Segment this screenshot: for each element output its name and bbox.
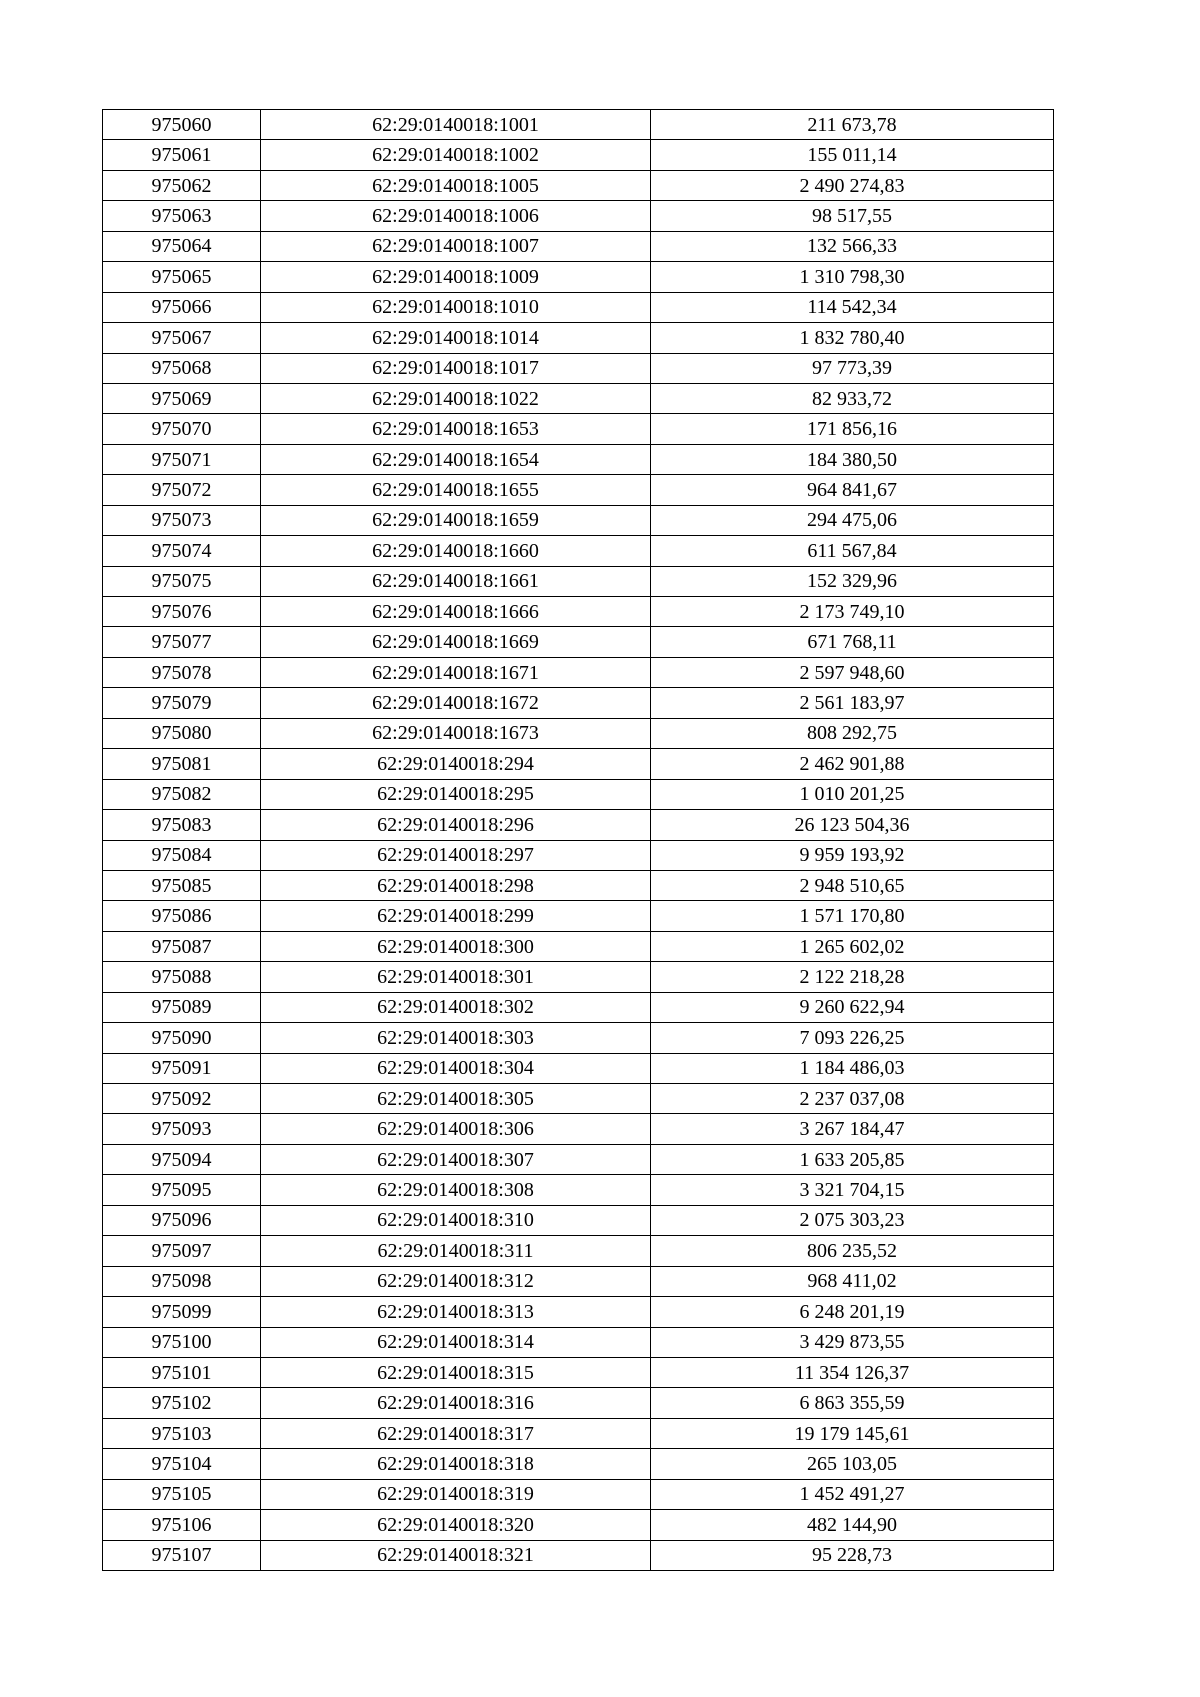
cadastral-value-cell: 3 429 873,55 [651, 1327, 1054, 1357]
row-number-cell: 975092 [103, 1084, 261, 1114]
cadastral-number-cell: 62:29:0140018:1017 [261, 353, 651, 383]
row-number-cell: 975085 [103, 870, 261, 900]
table-row [103, 1418, 1054, 1448]
cadastral-value-cell: 9 260 622,94 [651, 992, 1054, 1022]
cadastral-number-cell: 62:29:0140018:1014 [261, 323, 651, 353]
table-row [103, 779, 1054, 809]
cadastral-number-cell: 62:29:0140018:1009 [261, 262, 651, 292]
cadastral-value-cell: 19 179 145,61 [651, 1418, 1054, 1448]
row-number-cell: 975076 [103, 597, 261, 627]
cadastral-value-cell: 155 011,14 [651, 140, 1054, 170]
cadastral-number-cell: 62:29:0140018:321 [261, 1540, 651, 1570]
cadastral-value-cell: 132 566,33 [651, 231, 1054, 261]
cadastral-number-cell: 62:29:0140018:298 [261, 870, 651, 900]
table-row [103, 1236, 1054, 1266]
row-number-cell: 975081 [103, 749, 261, 779]
table-row [103, 1388, 1054, 1418]
cadastral-number-cell: 62:29:0140018:317 [261, 1418, 651, 1448]
cadastral-value-cell: 171 856,16 [651, 414, 1054, 444]
table-row [103, 810, 1054, 840]
cadastral-value-cell: 6 863 355,59 [651, 1388, 1054, 1418]
table-row [103, 323, 1054, 353]
row-number-cell: 975094 [103, 1144, 261, 1174]
cadastral-number-cell: 62:29:0140018:312 [261, 1266, 651, 1296]
cadastral-value-cell: 3 321 704,15 [651, 1175, 1054, 1205]
cadastral-value-cell: 2 462 901,88 [651, 749, 1054, 779]
table-row [103, 505, 1054, 535]
table-body [103, 110, 1054, 1571]
cadastral-number-cell: 62:29:0140018:306 [261, 1114, 651, 1144]
row-number-cell: 975067 [103, 323, 261, 353]
row-number-cell: 975107 [103, 1540, 261, 1570]
row-number-cell: 975100 [103, 1327, 261, 1357]
cadastral-number-cell: 62:29:0140018:305 [261, 1084, 651, 1114]
table-row [103, 1479, 1054, 1509]
cadastral-number-cell: 62:29:0140018:1001 [261, 110, 651, 140]
cadastral-number-cell: 62:29:0140018:315 [261, 1357, 651, 1387]
cadastral-value-cell: 3 267 184,47 [651, 1114, 1054, 1144]
table-row [103, 1205, 1054, 1235]
cadastral-value-cell: 95 228,73 [651, 1540, 1054, 1570]
table-row [103, 444, 1054, 474]
table-row [103, 627, 1054, 657]
cadastral-value-cell: 2 561 183,97 [651, 688, 1054, 718]
row-number-cell: 975078 [103, 657, 261, 687]
cadastral-number-cell: 62:29:0140018:319 [261, 1479, 651, 1509]
cadastral-number-cell: 62:29:0140018:294 [261, 749, 651, 779]
cadastral-number-cell: 62:29:0140018:1653 [261, 414, 651, 444]
table-row [103, 1144, 1054, 1174]
row-number-cell: 975102 [103, 1388, 261, 1418]
cadastral-number-cell: 62:29:0140018:295 [261, 779, 651, 809]
table-row [103, 931, 1054, 961]
table-row [103, 1266, 1054, 1296]
cadastral-value-cell: 1 832 780,40 [651, 323, 1054, 353]
cadastral-value-cell: 97 773,39 [651, 353, 1054, 383]
cadastral-number-cell: 62:29:0140018:314 [261, 1327, 651, 1357]
cadastral-value-cell: 82 933,72 [651, 383, 1054, 413]
table-row [103, 718, 1054, 748]
cadastral-value-cell: 2 948 510,65 [651, 870, 1054, 900]
table-row [103, 566, 1054, 596]
table-row [103, 1510, 1054, 1540]
cadastral-number-cell: 62:29:0140018:1659 [261, 505, 651, 535]
cadastral-number-cell: 62:29:0140018:1666 [261, 597, 651, 627]
row-number-cell: 975068 [103, 353, 261, 383]
row-number-cell: 975091 [103, 1053, 261, 1083]
cadastral-number-cell: 62:29:0140018:1673 [261, 718, 651, 748]
row-number-cell: 975082 [103, 779, 261, 809]
row-number-cell: 975065 [103, 262, 261, 292]
table-row [103, 1297, 1054, 1327]
table-row [103, 1327, 1054, 1357]
cadastral-value-cell: 611 567,84 [651, 536, 1054, 566]
cadastral-value-cell: 1 633 205,85 [651, 1144, 1054, 1174]
row-number-cell: 975071 [103, 444, 261, 474]
cadastral-value-cell: 671 768,11 [651, 627, 1054, 657]
cadastral-value-cell: 2 597 948,60 [651, 657, 1054, 687]
cadastral-number-cell: 62:29:0140018:1671 [261, 657, 651, 687]
cadastral-number-cell: 62:29:0140018:318 [261, 1449, 651, 1479]
row-number-cell: 975090 [103, 1023, 261, 1053]
table-row [103, 962, 1054, 992]
cadastral-number-cell: 62:29:0140018:1007 [261, 231, 651, 261]
table-row [103, 870, 1054, 900]
cadastral-number-cell: 62:29:0140018:302 [261, 992, 651, 1022]
table-row [103, 292, 1054, 322]
row-number-cell: 975077 [103, 627, 261, 657]
cadastral-number-cell: 62:29:0140018:1022 [261, 383, 651, 413]
row-number-cell: 975097 [103, 1236, 261, 1266]
cadastral-number-cell: 62:29:0140018:308 [261, 1175, 651, 1205]
cadastral-value-cell: 482 144,90 [651, 1510, 1054, 1540]
table-row [103, 170, 1054, 200]
table-row [103, 262, 1054, 292]
cadastral-number-cell: 62:29:0140018:301 [261, 962, 651, 992]
table-row [103, 1175, 1054, 1205]
row-number-cell: 975096 [103, 1205, 261, 1235]
row-number-cell: 975104 [103, 1449, 261, 1479]
cadastral-number-cell: 62:29:0140018:313 [261, 1297, 651, 1327]
cadastral-value-cell: 2 122 218,28 [651, 962, 1054, 992]
cadastral-value-cell: 152 329,96 [651, 566, 1054, 596]
table-row [103, 383, 1054, 413]
row-number-cell: 975084 [103, 840, 261, 870]
cadastral-number-cell: 62:29:0140018:311 [261, 1236, 651, 1266]
cadastral-value-cell: 1 184 486,03 [651, 1053, 1054, 1083]
row-number-cell: 975064 [103, 231, 261, 261]
cadastral-number-cell: 62:29:0140018:1661 [261, 566, 651, 596]
cadastral-number-cell: 62:29:0140018:299 [261, 901, 651, 931]
cadastral-number-cell: 62:29:0140018:1655 [261, 475, 651, 505]
cadastral-number-cell: 62:29:0140018:303 [261, 1023, 651, 1053]
row-number-cell: 975069 [103, 383, 261, 413]
cadastral-number-cell: 62:29:0140018:1669 [261, 627, 651, 657]
cadastral-value-cell: 2 237 037,08 [651, 1084, 1054, 1114]
row-number-cell: 975060 [103, 110, 261, 140]
row-number-cell: 975106 [103, 1510, 261, 1540]
table-row [103, 110, 1054, 140]
cadastral-value-cell: 1 310 798,30 [651, 262, 1054, 292]
cadastral-number-cell: 62:29:0140018:1654 [261, 444, 651, 474]
table-row [103, 140, 1054, 170]
cadastral-number-cell: 62:29:0140018:300 [261, 931, 651, 961]
cadastral-number-cell: 62:29:0140018:316 [261, 1388, 651, 1418]
row-number-cell: 975079 [103, 688, 261, 718]
table-row [103, 901, 1054, 931]
cadastral-value-cell: 114 542,34 [651, 292, 1054, 322]
row-number-cell: 975095 [103, 1175, 261, 1205]
row-number-cell: 975088 [103, 962, 261, 992]
cadastral-number-cell: 62:29:0140018:297 [261, 840, 651, 870]
table-row [103, 749, 1054, 779]
table-row [103, 1357, 1054, 1387]
cadastral-number-cell: 62:29:0140018:310 [261, 1205, 651, 1235]
table-row [103, 475, 1054, 505]
table-row [103, 1023, 1054, 1053]
table-row [103, 1449, 1054, 1479]
row-number-cell: 975086 [103, 901, 261, 931]
cadastral-number-cell: 62:29:0140018:1002 [261, 140, 651, 170]
row-number-cell: 975073 [103, 505, 261, 535]
row-number-cell: 975098 [103, 1266, 261, 1296]
cadastral-value-cell: 9 959 193,92 [651, 840, 1054, 870]
cadastral-number-cell: 62:29:0140018:1660 [261, 536, 651, 566]
table-row [103, 201, 1054, 231]
row-number-cell: 975074 [103, 536, 261, 566]
row-number-cell: 975075 [103, 566, 261, 596]
row-number-cell: 975080 [103, 718, 261, 748]
cadastral-value-cell: 964 841,67 [651, 475, 1054, 505]
cadastral-value-cell: 808 292,75 [651, 718, 1054, 748]
cadastral-number-cell: 62:29:0140018:296 [261, 810, 651, 840]
cadastral-value-cell: 26 123 504,36 [651, 810, 1054, 840]
cadastral-value-cell: 806 235,52 [651, 1236, 1054, 1266]
cadastral-number-cell: 62:29:0140018:320 [261, 1510, 651, 1540]
row-number-cell: 975093 [103, 1114, 261, 1144]
cadastral-number-cell: 62:29:0140018:1672 [261, 688, 651, 718]
cadastral-value-cell: 211 673,78 [651, 110, 1054, 140]
cadastral-value-cell: 1 010 201,25 [651, 779, 1054, 809]
cadastral-value-table [102, 109, 1054, 1571]
cadastral-value-cell: 265 103,05 [651, 1449, 1054, 1479]
row-number-cell: 975087 [103, 931, 261, 961]
cadastral-value-cell: 6 248 201,19 [651, 1297, 1054, 1327]
cadastral-value-cell: 968 411,02 [651, 1266, 1054, 1296]
table-row [103, 992, 1054, 1022]
row-number-cell: 975066 [103, 292, 261, 322]
row-number-cell: 975105 [103, 1479, 261, 1509]
row-number-cell: 975061 [103, 140, 261, 170]
row-number-cell: 975062 [103, 170, 261, 200]
row-number-cell: 975089 [103, 992, 261, 1022]
row-number-cell: 975070 [103, 414, 261, 444]
cadastral-number-cell: 62:29:0140018:307 [261, 1144, 651, 1174]
table-row [103, 840, 1054, 870]
row-number-cell: 975063 [103, 201, 261, 231]
table-row [103, 536, 1054, 566]
cadastral-number-cell: 62:29:0140018:1005 [261, 170, 651, 200]
row-number-cell: 975072 [103, 475, 261, 505]
cadastral-value-cell: 1 265 602,02 [651, 931, 1054, 961]
cadastral-value-cell: 184 380,50 [651, 444, 1054, 474]
cadastral-value-cell: 1 571 170,80 [651, 901, 1054, 931]
cadastral-value-cell: 2 075 303,23 [651, 1205, 1054, 1235]
cadastral-value-cell: 2 490 274,83 [651, 170, 1054, 200]
cadastral-value-cell: 1 452 491,27 [651, 1479, 1054, 1509]
cadastral-value-cell: 2 173 749,10 [651, 597, 1054, 627]
table-row [103, 1114, 1054, 1144]
cadastral-number-cell: 62:29:0140018:1010 [261, 292, 651, 322]
row-number-cell: 975099 [103, 1297, 261, 1327]
cadastral-value-cell: 7 093 226,25 [651, 1023, 1054, 1053]
cadastral-value-cell: 294 475,06 [651, 505, 1054, 535]
table-row [103, 688, 1054, 718]
table-row [103, 353, 1054, 383]
cadastral-number-cell: 62:29:0140018:1006 [261, 201, 651, 231]
row-number-cell: 975083 [103, 810, 261, 840]
table-row [103, 597, 1054, 627]
table-row [103, 414, 1054, 444]
table-row [103, 1053, 1054, 1083]
row-number-cell: 975103 [103, 1418, 261, 1448]
cadastral-value-cell: 98 517,55 [651, 201, 1054, 231]
row-number-cell: 975101 [103, 1357, 261, 1387]
cadastral-number-cell: 62:29:0140018:304 [261, 1053, 651, 1083]
table-row [103, 1540, 1054, 1570]
cadastral-value-cell: 11 354 126,37 [651, 1357, 1054, 1387]
table-row [103, 231, 1054, 261]
table-row [103, 657, 1054, 687]
table-row [103, 1084, 1054, 1114]
